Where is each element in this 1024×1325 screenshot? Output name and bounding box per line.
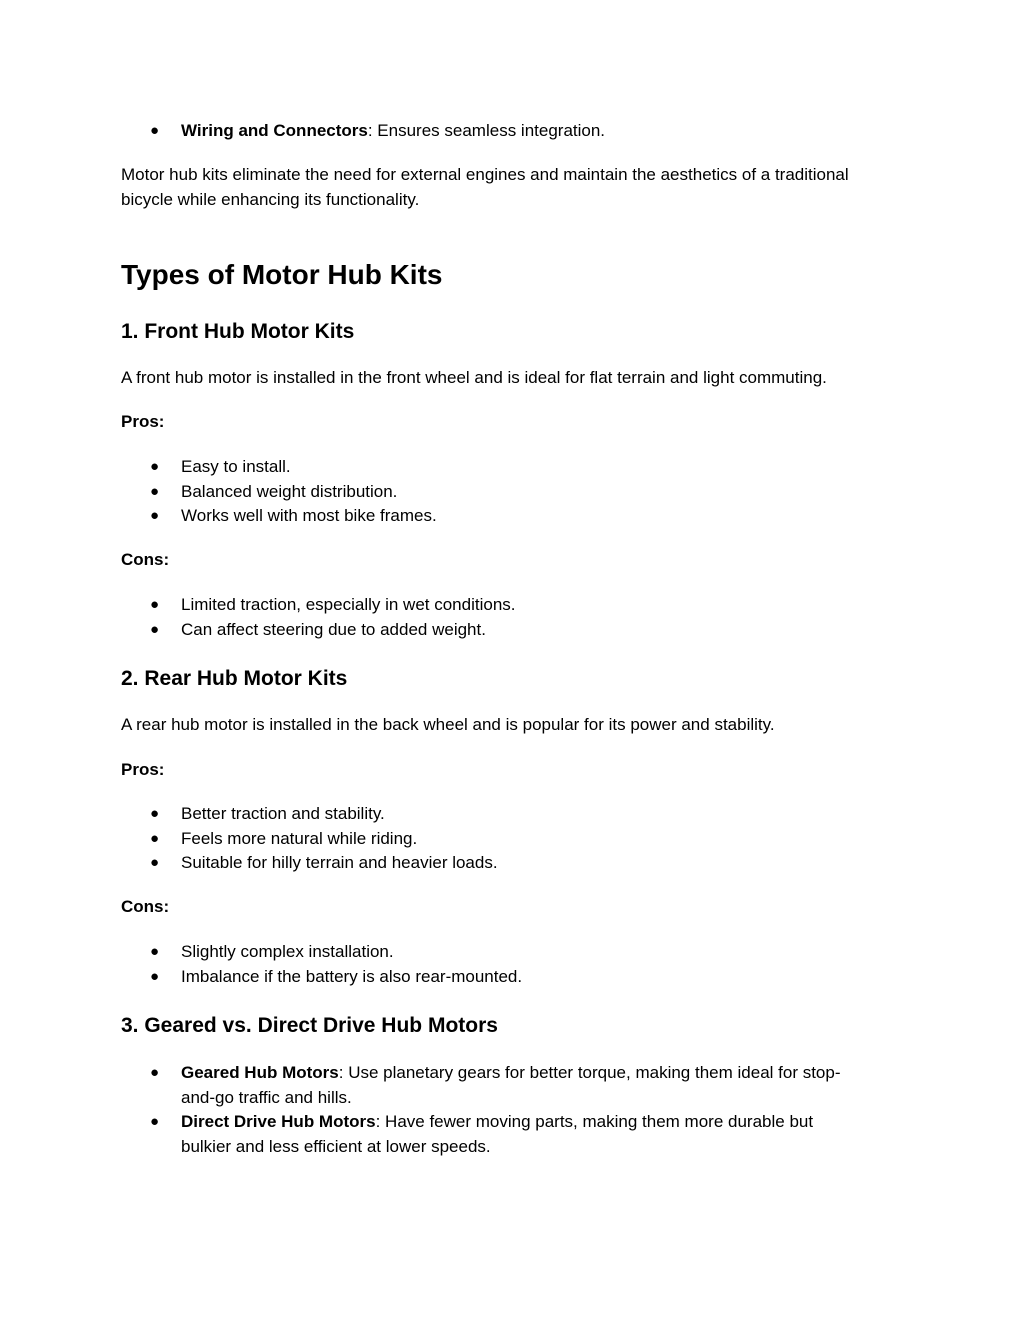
cons-label-rear: Cons: xyxy=(121,897,170,916)
bullet-icon: ● xyxy=(150,507,160,524)
cons-list-front xyxy=(121,593,901,642)
bullet-icon: ● xyxy=(150,122,160,139)
bullet-icon: ● xyxy=(150,829,160,847)
list-item-term: Geared Hub Motors xyxy=(181,1063,339,1082)
list-item xyxy=(121,618,901,643)
section-heading-front: 1. Front Hub Motor Kits xyxy=(121,320,355,343)
geared-list xyxy=(121,1061,866,1159)
list-item-text: Balanced weight distribution. xyxy=(181,481,398,501)
list-item-term: Direct Drive Hub Motors xyxy=(181,1112,376,1131)
list-item xyxy=(121,504,901,529)
intro-list xyxy=(121,119,901,144)
list-item xyxy=(121,593,901,618)
list-item xyxy=(121,851,901,876)
section-description-front: A front hub motor is installed in the front wheel and is ideal for flat terrain and light commuting. xyxy=(121,368,827,387)
list-item xyxy=(121,827,901,852)
pros-label-rear: Pros: xyxy=(121,760,165,779)
list-item-text: Slightly complex installation. xyxy=(181,942,394,961)
list-item-term: Wiring and Connectors xyxy=(181,121,368,140)
list-item-text: Can affect steering due to added weight. xyxy=(181,619,486,639)
list-item xyxy=(121,455,901,480)
bullet-icon: ● xyxy=(150,854,160,871)
list-item-text: Suitable for hilly terrain and heavier loads. xyxy=(181,853,498,872)
page-title: Types of Motor Hub Kits xyxy=(121,259,443,290)
pros-list-front xyxy=(121,455,901,529)
list-item-text: : Ensures seamless integration. xyxy=(367,121,606,140)
list-item xyxy=(121,940,901,965)
list-item-text: Imbalance if the battery is also rear-mounted. xyxy=(181,966,523,986)
list-item-text: Easy to install. xyxy=(181,457,291,476)
list-item-text: : Have fewer moving parts, making them more durable but bulkier and less efficient at lower speeds. xyxy=(181,1112,814,1156)
intro-paragraph: Motor hub kits eliminate the need for external engines and maintain the aesthetics of a traditional bicycle while enhancing its functionality. xyxy=(121,165,849,209)
bullet-icon: ● xyxy=(150,1113,160,1130)
list-item xyxy=(121,965,901,990)
bullet-icon: ● xyxy=(150,805,160,822)
bullet-icon: ● xyxy=(150,458,160,475)
pros-list-rear xyxy=(121,802,901,876)
list-item-text: Limited traction, especially in wet conditions. xyxy=(181,595,516,614)
list-item xyxy=(121,802,901,827)
list-item-text: Better traction and stability. xyxy=(181,804,385,823)
bullet-icon: ● xyxy=(150,1064,160,1081)
cons-label-front: Cons: xyxy=(121,550,170,569)
list-item-text: Works well with most bike frames. xyxy=(181,506,437,525)
list-item xyxy=(121,119,901,144)
list-item xyxy=(121,480,901,505)
bullet-icon: ● xyxy=(150,943,160,960)
section-description-rear: A rear hub motor is installed in the back wheel and is popular for its power and stability. xyxy=(121,715,775,734)
section-heading-geared: 3. Geared vs. Direct Drive Hub Motors xyxy=(121,1014,498,1037)
bullet-icon: ● xyxy=(150,620,160,638)
list-item-text: Feels more natural while riding. xyxy=(181,828,418,848)
bullet-icon: ● xyxy=(150,596,160,613)
list-item xyxy=(121,1061,866,1110)
pros-label-front: Pros: xyxy=(121,412,165,431)
bullet-icon: ● xyxy=(150,482,160,500)
bullet-icon: ● xyxy=(150,967,160,985)
cons-list-rear xyxy=(121,940,901,989)
list-item xyxy=(121,1110,866,1159)
section-heading-rear: 2. Rear Hub Motor Kits xyxy=(121,667,348,690)
list-item-text: : Use planetary gears for better torque, making them ideal for stop-and-go traffic and hills. xyxy=(181,1063,841,1107)
